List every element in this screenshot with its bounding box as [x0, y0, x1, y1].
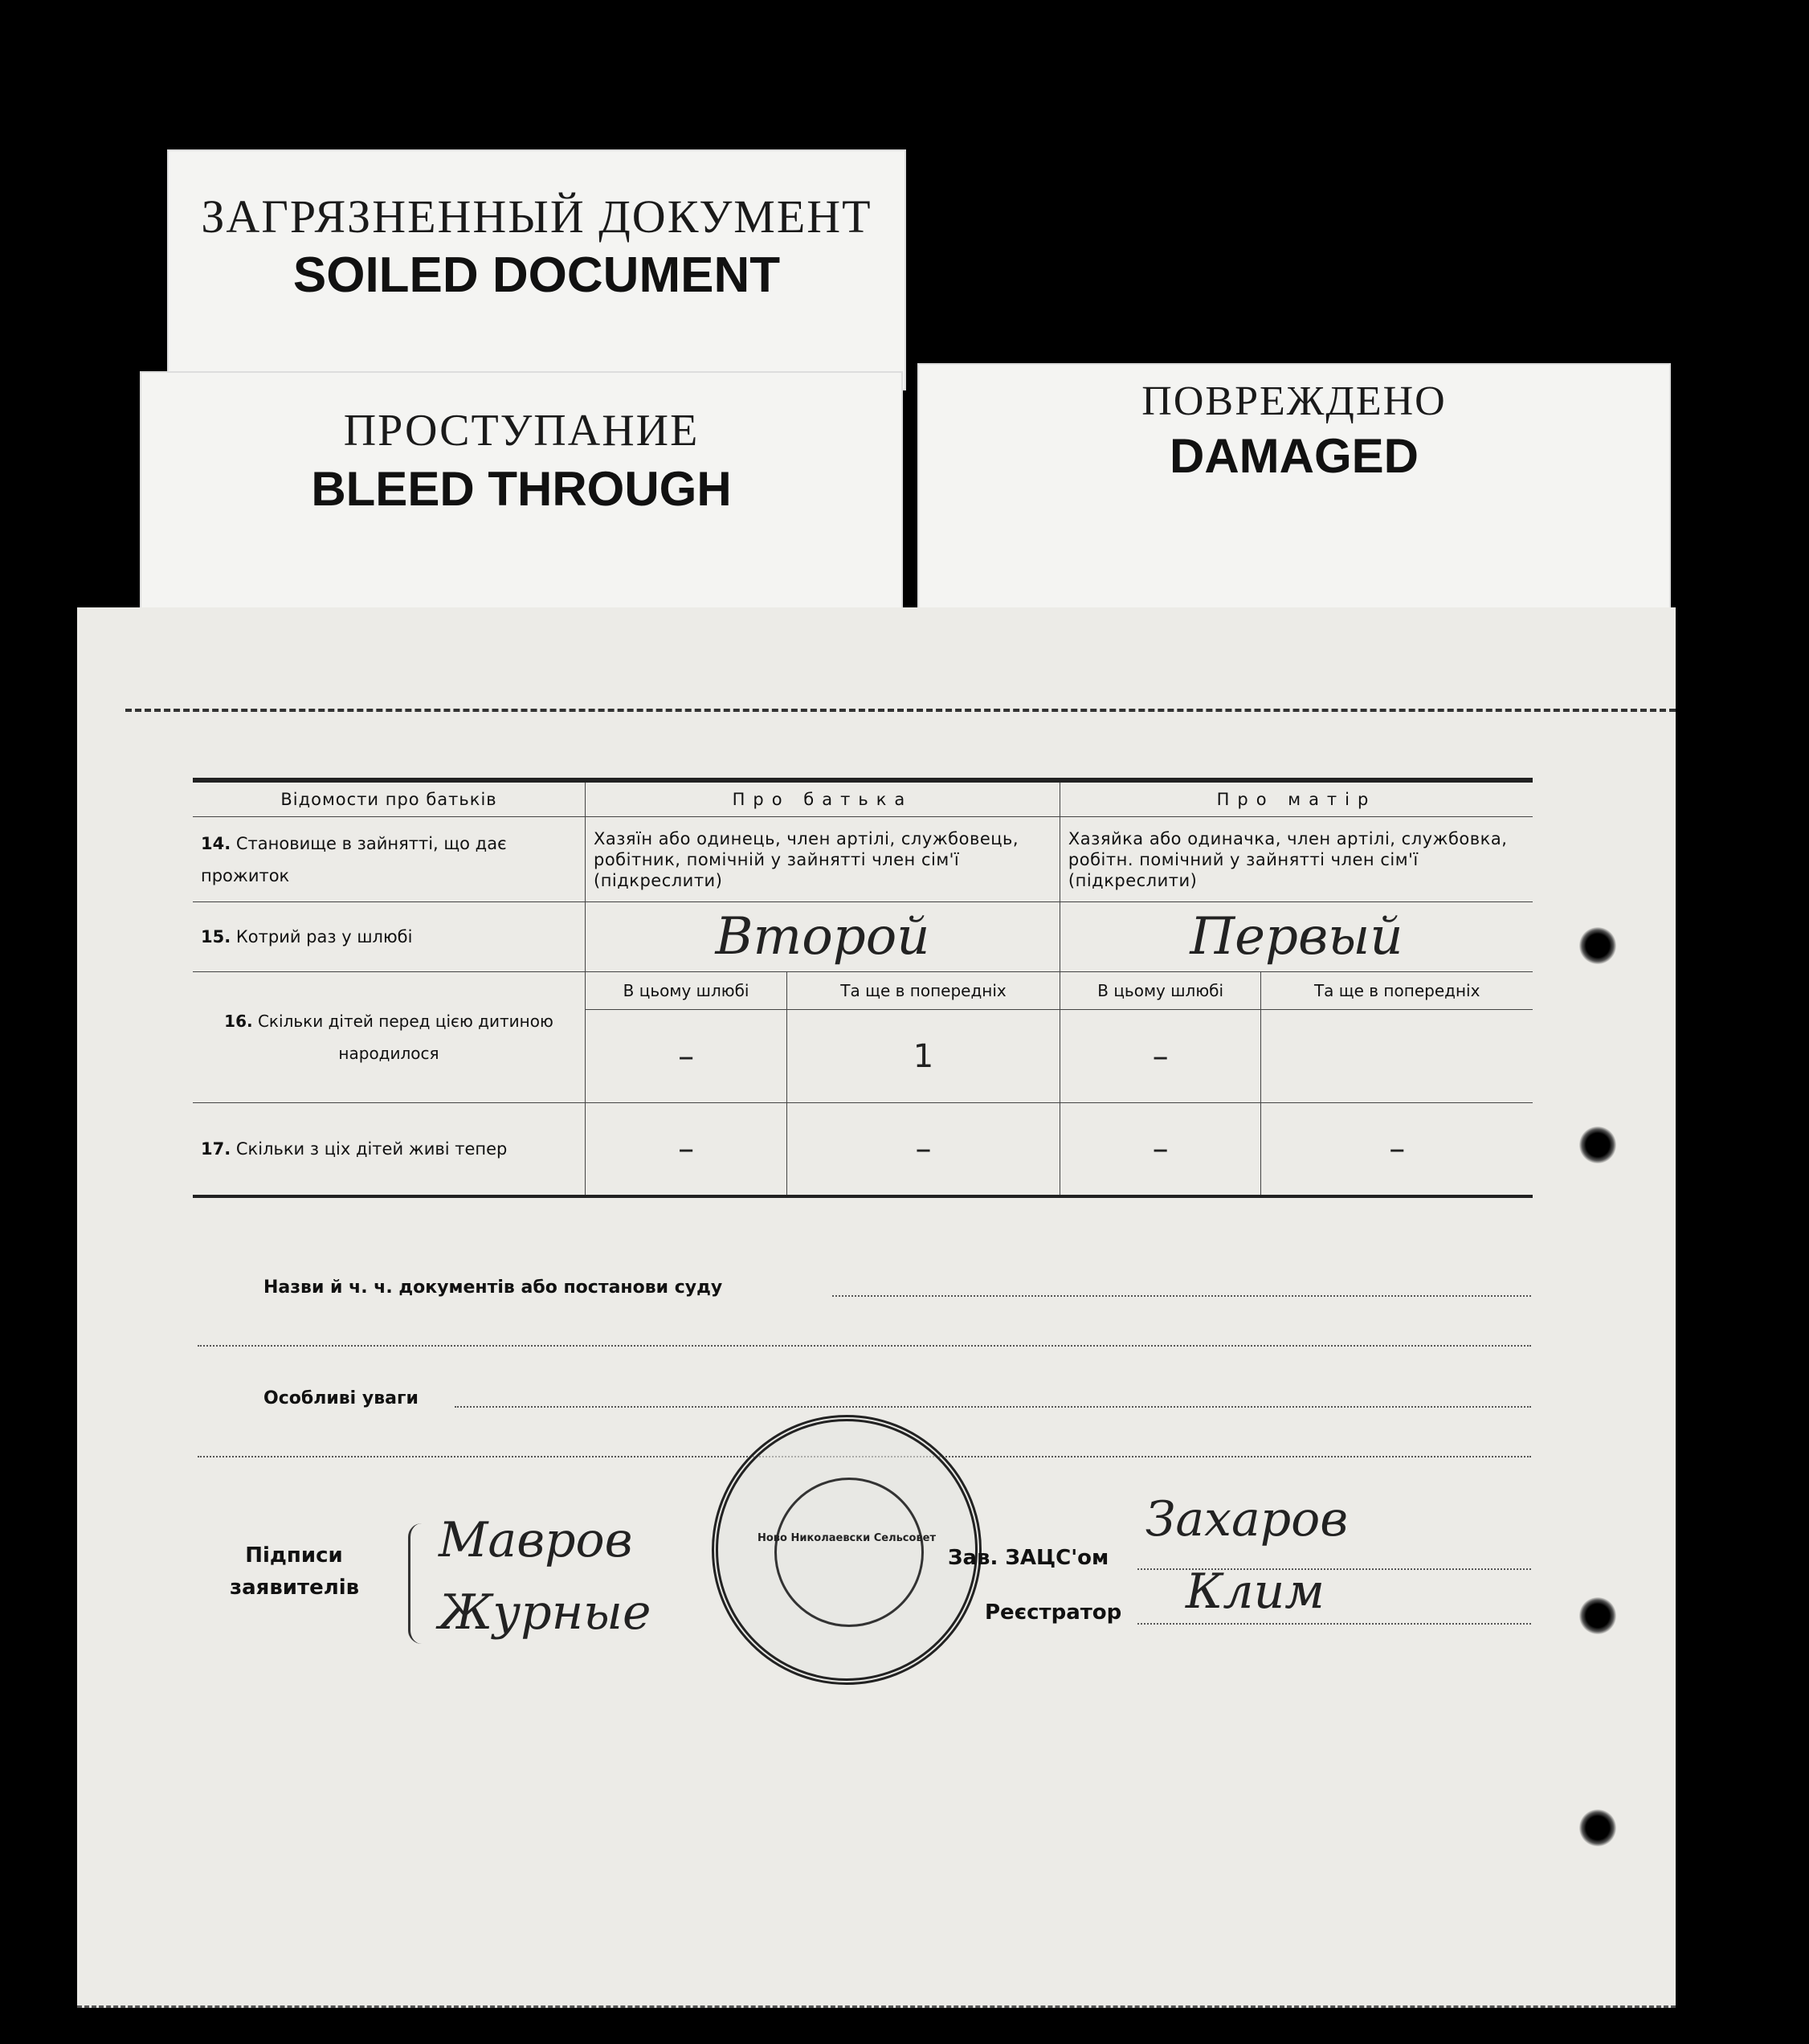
- registrar-label: Реєстратор: [985, 1600, 1122, 1625]
- row15-number: 15.: [201, 927, 231, 946]
- row14-label: Становище в зайнятті, що дає прожиток: [201, 833, 507, 885]
- table-row: [193, 902, 1533, 972]
- row14-mother: Хазяйка або одиначка, член артілі, службовка, робітн. помічний у зайнятті член сім'ї (підкреслити): [1060, 817, 1533, 902]
- bleed-through-card: [140, 371, 903, 628]
- punch-hole: [1579, 1597, 1616, 1634]
- parents-info-table: [193, 778, 1533, 1198]
- row15-father-value: Второй: [586, 902, 1060, 972]
- subheader-mother-previous: Та ще в попередніх: [1261, 972, 1533, 1010]
- subheader-father-this: В цьому шлюбі: [586, 972, 787, 1010]
- documents-field-label: Назви й ч. ч. документів або постанови суду: [263, 1278, 723, 1298]
- remarks-field-line: [455, 1406, 1531, 1408]
- remarks-field-label: Особливі уваги: [263, 1388, 419, 1408]
- perforation-line: [125, 709, 1676, 712]
- row16-label-cell: [193, 972, 586, 1103]
- row15-label-cell: [193, 902, 586, 972]
- applicant-signature-1: Мавров: [439, 1512, 633, 1568]
- row17-label-cell: [193, 1103, 586, 1196]
- row17-value: –: [787, 1103, 1060, 1196]
- header-father: Про батька: [586, 780, 1060, 817]
- documents-field-line-2: [198, 1345, 1531, 1347]
- subheader-mother-this: В цьому шлюбі: [1060, 972, 1260, 1010]
- row16-label: Скільки дітей перед цією дитиною народилося: [257, 1012, 553, 1063]
- row16-value: [1261, 1010, 1533, 1103]
- row16-number: 16.: [224, 1012, 253, 1031]
- seal-emblem: [774, 1478, 924, 1627]
- soiled-ru-label: ЗАГРЯЗНЕННЫЙ ДОКУМЕНТ: [201, 190, 872, 243]
- table-row: [193, 817, 1533, 902]
- head-zags-label: Зав. ЗАЦС'ом: [948, 1546, 1109, 1570]
- punch-hole: [1579, 927, 1616, 964]
- documents-field-line: [832, 1295, 1531, 1297]
- punch-hole: [1579, 1809, 1616, 1846]
- row14-label-cell: [193, 817, 586, 902]
- registrar-signature: Клим: [1186, 1564, 1325, 1620]
- registrar-line: [1137, 1623, 1531, 1625]
- document-page: [77, 607, 1676, 2008]
- soiled-en-label: SOILED DOCUMENT: [292, 247, 781, 303]
- row15-label: Котрий раз у шлюбі: [235, 927, 413, 946]
- row17-label: Скільки з ціх дітей живі тепер: [235, 1139, 508, 1159]
- row17-value: –: [1261, 1103, 1533, 1196]
- table-subheader-row: [193, 972, 1533, 1010]
- table-header-row: [193, 780, 1533, 817]
- bleed-ru-label: ПРОСТУПАНИЕ: [343, 406, 700, 456]
- row16-value: –: [1060, 1010, 1260, 1103]
- row17-value: –: [586, 1103, 787, 1196]
- row16-value: –: [586, 1010, 787, 1103]
- damaged-card: [917, 363, 1671, 628]
- header-mother: Про матір: [1060, 780, 1533, 817]
- official-seal: [712, 1415, 982, 1685]
- head-zags-signature: Захаров: [1145, 1491, 1349, 1547]
- subheader-father-previous: Та ще в попередніх: [787, 972, 1060, 1010]
- applicants-signature-label: Підписи заявителів: [230, 1543, 360, 1600]
- bleed-en-label: BLEED THROUGH: [311, 462, 732, 516]
- seal-text: Ново Николаевски Сельсовет: [757, 1532, 937, 1544]
- row14-number: 14.: [201, 833, 231, 853]
- row17-number: 17.: [201, 1139, 231, 1159]
- damaged-ru-label: ПОВРЕЖДЕНО: [1141, 378, 1447, 424]
- damaged-en-label: DAMAGED: [1170, 429, 1419, 483]
- row14-father: Хазяїн або одинець, член артілі, службовець, робітник, помічній у зайнятті член сім'ї (підкреслити): [586, 817, 1060, 902]
- table-row: [193, 1103, 1533, 1196]
- row17-value: –: [1060, 1103, 1260, 1196]
- soiled-document-card: [167, 149, 906, 390]
- applicant-signature-2: Журные: [439, 1584, 651, 1641]
- signature-brace: [408, 1523, 422, 1644]
- punch-hole: [1579, 1126, 1616, 1163]
- row15-mother-value: Первый: [1060, 902, 1533, 972]
- header-parents-info: Відомости про батьків: [193, 780, 586, 817]
- row16-value: 1: [787, 1010, 1060, 1103]
